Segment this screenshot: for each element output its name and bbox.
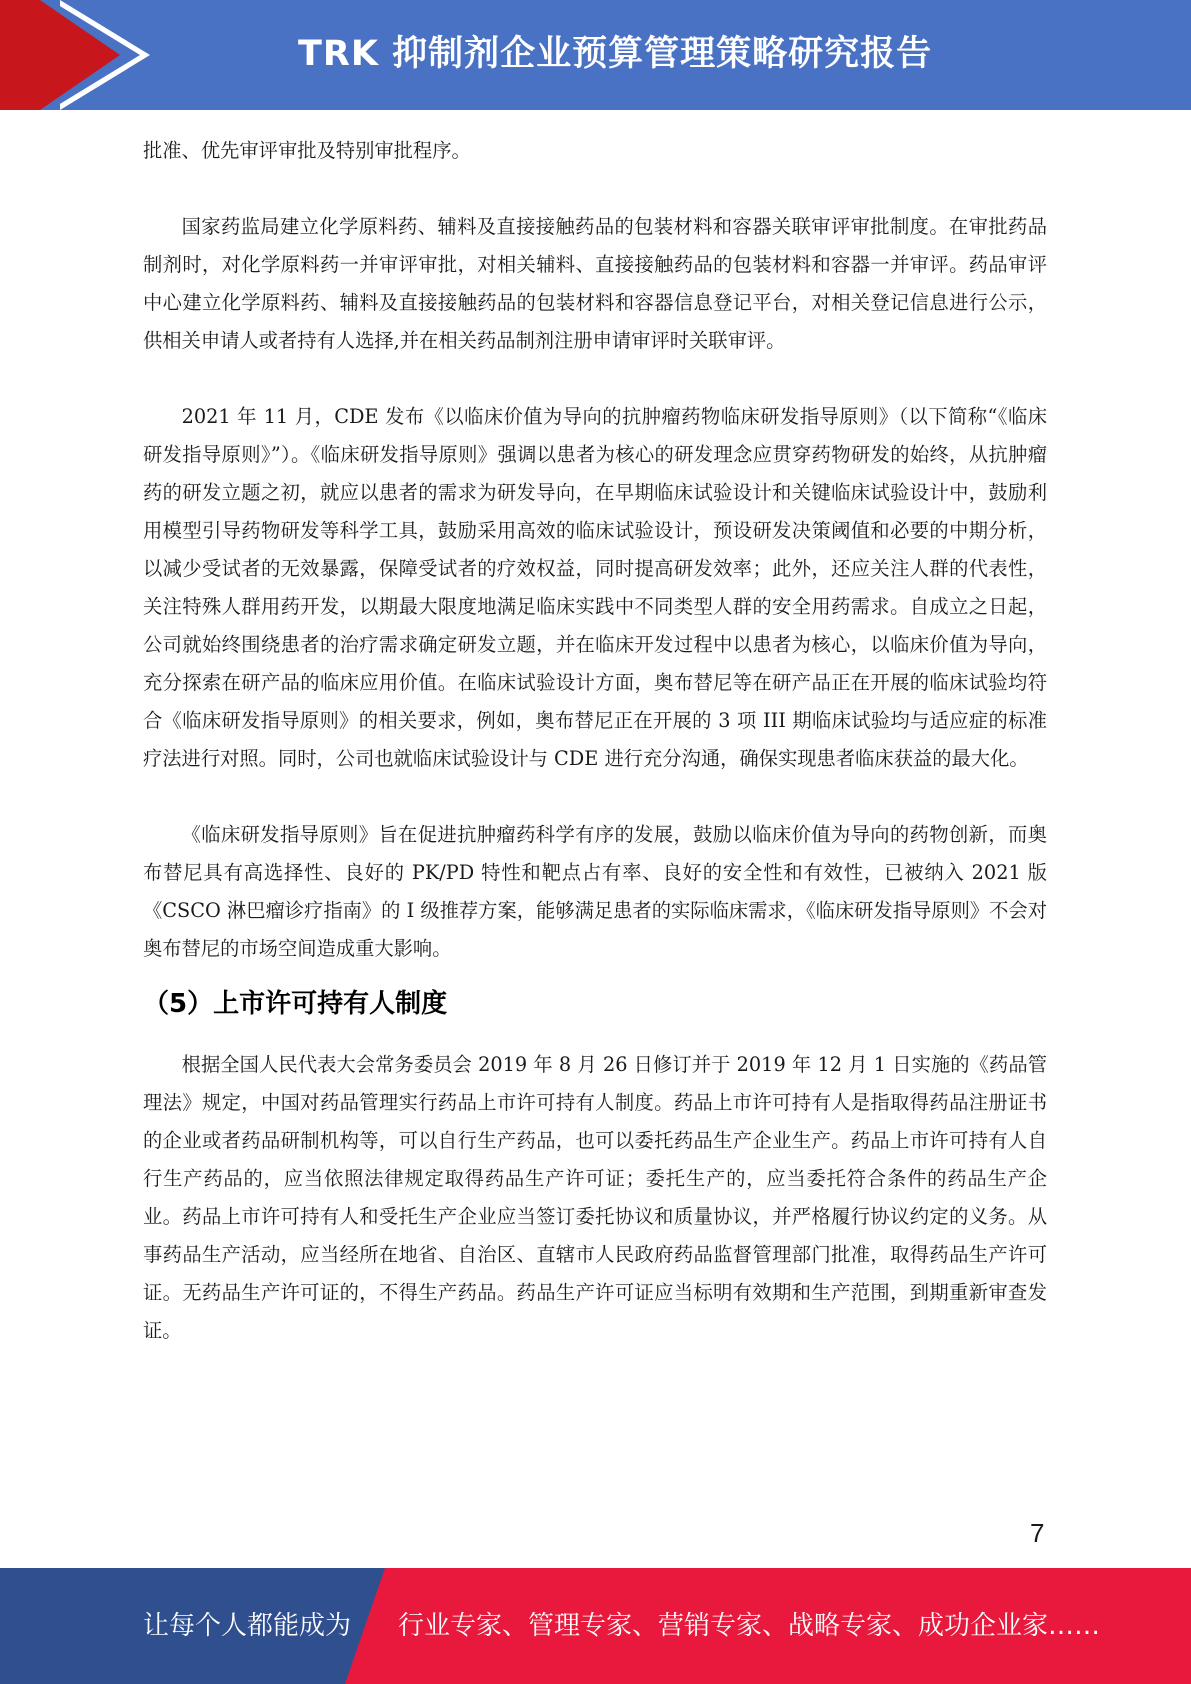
- header-red-block: [0, 0, 40, 110]
- paragraph-related-review: 国家药监局建立化学原料药、辅料及直接接触药品的包装材料和容器关联审评审批制度。在审批药品制剂时，对化学原料药一并审评审批，对相关辅料、直接接触药品的包装材料和容器一并审评。药品审评中心建立化学原料药、辅料及直接接触药品的包装材料和容器信息登记平台，对相关登记信息进行公示，供相关申请人或者持有人选择,并在相关药品制剂注册申请审评时关联审评。: [143, 215, 1047, 352]
- document-body: [143, 132, 1047, 1350]
- page-header: [0, 0, 1191, 110]
- page-number: 7: [1030, 1518, 1045, 1548]
- footer-slogan-right: 行业专家、管理专家、营销专家、战略专家、成功企业家……: [398, 1611, 1101, 1641]
- footer-slogan-left: 让每个人都能成为: [143, 1611, 352, 1641]
- paragraph-continuation: 批准、优先审评审批及特别审批程序。: [143, 139, 471, 162]
- header-red-arrow: [40, 0, 120, 110]
- paragraph-guideline-impact: 《临床研发指导原则》旨在促进抗肿瘤药科学有序的发展，鼓励以临床价值为导向的药物创新，而奥布替尼具有高选择性、良好的 PK/PD 特性和靶点占有率、良好的安全性和有效性，已被纳入 2021 版《CSCO 淋巴瘤诊疗指南》的 I 级推荐方案，能够满足患者的实际临床需求，《临床研发指导原则》不会对奥布替尼的市场空间造成重大影响。: [143, 823, 1047, 960]
- page-footer: [0, 1568, 1191, 1684]
- section-heading: （5）上市许可持有人制度: [143, 989, 448, 1019]
- paragraph-cde-guideline: 2021 年 11 月，CDE 发布《以临床价值为导向的抗肿瘤药物临床研发指导原则》（以下简称“《临床研发指导原则》”）。《临床研发指导原则》强调以患者为核心的研发理念应贯穿药物研发的始终，从抗肿瘤药的研发立题之初，就应以患者的需求为研发导向，在早期临床试验设计和关键临床试验设计中，鼓励利用模型引导药物研发等科学工具，鼓励采用高效的临床试验设计，预设研发决策阈值和必要的中期分析，以减少受试者的无效暴露，保障受试者的疗效权益，同时提高研发效率；此外，还应关注人群的代表性，关注特殊人群用药开发，以期最大限度地满足临床实践中不同类型人群的安全用药需求。自成立之日起，公司就始终围绕患者的治疗需求确定研发立题，并在临床开发过程中以患者为核心，以临床价值为导向，充分探索在研产品的临床应用价值。在临床试验设计方面，奥布替尼等在研产品正在开展的临床试验均符合《临床研发指导原则》的相关要求，例如，奥布替尼正在开展的 3 项 III 期临床试验均与适应症的标准疗法进行对照。同时，公司也就临床试验设计与 CDE 进行充分沟通，确保实现患者临床获益的最大化。: [143, 405, 1047, 770]
- paragraph-mah-system: 根据全国人民代表大会常务委员会 2019 年 8 月 26 日修订并于 2019 年 12 月 1 日实施的《药品管理法》规定，中国对药品管理实行药品上市许可持有人制度。药品上市许可持有人是指取得药品注册证书的企业或者药品研制机构等，可以自行生产药品，也可以委托药品生产企业生产。药品上市许可持有人自行生产药品的，应当依照法律规定取得药品生产许可证；委托生产的，应当委托符合条件的药品生产企业。药品上市许可持有人和受托生产企业应当签订委托协议和质量协议，并严格履行协议约定的义务。从事药品生产活动，应当经所在地省、自治区、直辖市人民政府药品监督管理部门批准，取得药品生产许可证。无药品生产许可证的，不得生产药品。药品生产许可证应当标明有效期和生产范围，到期重新审查发证。: [143, 1053, 1047, 1342]
- report-title: TRK 抑制剂企业预算管理策略研究报告: [298, 34, 933, 74]
